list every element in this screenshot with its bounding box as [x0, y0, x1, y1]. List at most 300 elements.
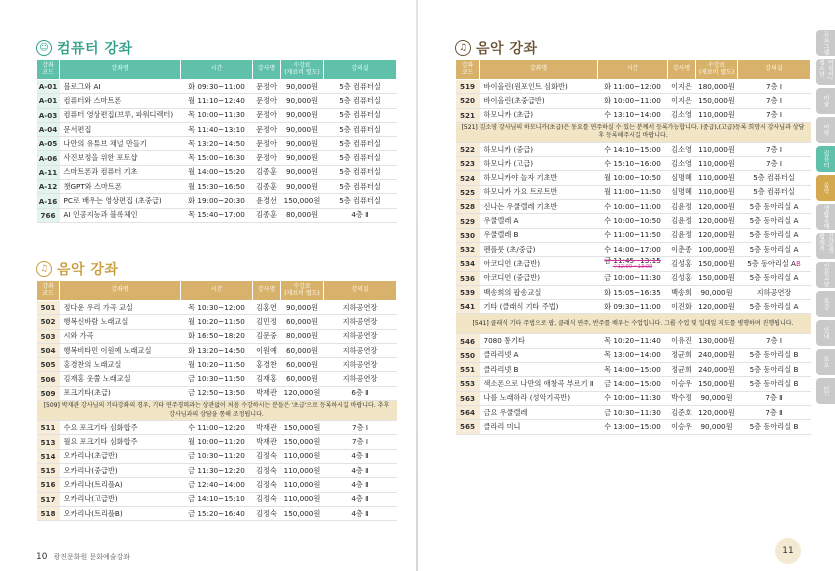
course-name-cell: 사진보정을 위한 포토샵: [60, 151, 181, 165]
instructor-cell: 심명혜: [668, 185, 696, 199]
classroom-cell: 5층 동아리실 A: [738, 300, 811, 314]
instructor-cell: 김재홍: [253, 372, 281, 386]
course-code-cell: 523: [456, 157, 480, 171]
course-time-cell: 목 10:30~12:00: [181, 301, 253, 315]
course-name-cell: 우쿨렐레 A: [480, 214, 598, 228]
classroom-cell: 4층 Ⅱ: [324, 208, 397, 222]
fee-cell: 60,000원: [281, 343, 324, 357]
header-course-name: 강좌명: [60, 60, 181, 80]
course-code-cell: 534: [456, 257, 480, 271]
classroom-cell: 4층 Ⅱ: [324, 492, 397, 506]
instructor-cell: 이춘종: [668, 242, 696, 256]
course-code-cell: A-06: [37, 151, 60, 165]
course-time-cell: 수 11:00~11:50: [598, 228, 668, 242]
classroom-cell: 5층 컴퓨터실: [738, 185, 811, 199]
fee-cell: 150,000원: [696, 271, 738, 285]
classroom-cell: 지하공연장: [324, 358, 397, 372]
fee-cell: 90,000원: [281, 108, 324, 122]
instructor-cell: 이지은: [668, 80, 696, 94]
tab-6[interactable]: 생활공예: [816, 204, 835, 230]
instructor-cell: 이지은: [668, 94, 696, 108]
instructor-cell: 이원예: [253, 343, 281, 357]
left-footer: [36, 552, 130, 562]
course-name-cell: 김재홍 웃쭐 노래교실: [60, 372, 181, 386]
course-code-cell: 521: [456, 108, 480, 122]
table-row: [456, 300, 811, 314]
course-code-cell: A-01: [37, 94, 60, 108]
instructor-cell: 김정숙: [253, 492, 281, 506]
course-time-cell: 목 10:00~11:30: [181, 108, 253, 122]
course-time-cell: 화 13:20~14:50: [181, 343, 253, 357]
course-code-cell: A-05: [37, 137, 60, 151]
instructor-cell: 박수정: [668, 391, 696, 405]
table-row: [456, 185, 811, 199]
classroom-cell: 5층 컴퓨터실: [324, 194, 397, 208]
classroom-cell: 5층 컴퓨터실: [324, 122, 397, 136]
instructor-cell: 문정아: [253, 151, 281, 165]
fee-cell: 120,000원: [281, 386, 324, 400]
course-code-cell: 563: [456, 391, 480, 405]
handwritten-time-note: 수12:00 ~13:00: [612, 264, 653, 271]
fee-cell: 110,000원: [281, 492, 324, 506]
course-code-cell: 551: [456, 363, 480, 377]
course-time-cell: 금 11:45~13:15 수12:00 ~13:00: [598, 257, 668, 271]
fee-cell: 150,000원: [281, 506, 324, 520]
instructor-cell: 문정아: [253, 122, 281, 136]
header-course-time: 시간: [598, 60, 668, 80]
classroom-cell: 4층 Ⅱ: [324, 463, 397, 477]
instructor-cell: 김성홍: [668, 257, 696, 271]
header-course-code: 강좌 코드: [456, 60, 480, 80]
instructor-cell: 김정숙: [253, 449, 281, 463]
instructor-cell: 김윤정: [668, 214, 696, 228]
classroom-cell: 5층 동아리실 B: [738, 348, 811, 362]
classroom-cell: 5층 컴퓨터실: [324, 80, 397, 94]
table-row: [37, 449, 397, 463]
table-row: [37, 108, 397, 122]
instructor-cell: 김종훈: [253, 208, 281, 222]
table-row: [456, 257, 811, 271]
course-name-cell: 수요 포크기타 심화합주: [60, 421, 181, 435]
tab-0[interactable]: 프로그램: [816, 30, 835, 56]
course-code-cell: 514: [37, 449, 60, 463]
course-name-cell: 아코디언 (중급반): [480, 271, 598, 285]
fee-cell: 110,000원: [281, 478, 324, 492]
classroom-cell: 지하공연장: [324, 329, 397, 343]
table-row: [37, 463, 397, 477]
fee-cell: 180,000원: [696, 80, 738, 94]
course-name-cell: 월요 포크기타 심화합주: [60, 435, 181, 449]
table-row: [456, 271, 811, 285]
header-course-time: 시간: [181, 60, 253, 80]
course-code-cell: 506: [37, 372, 60, 386]
course-time-cell: 월 10:00~11:20: [181, 435, 253, 449]
fee-cell: 110,000원: [696, 108, 738, 122]
classroom-cell: 지하공연장: [738, 285, 811, 299]
notice-text: [521] 김소영 강사님의 하모니카(초급)은 동요를 연주하실 수 있는 분께서 등록가능합니다. (중급),(고급)등록 희망시 강사님과 상담후 등록해주시길 바랍니다.: [456, 122, 811, 142]
instructor-cell: 정균희: [668, 363, 696, 377]
course-time-cell: 목 10:20~11:40: [598, 334, 668, 348]
tab-10[interactable]: 안내: [816, 320, 835, 346]
classroom-cell: 5층 동아리실 A: [738, 242, 811, 256]
tab-7[interactable]: 건강/생활레저: [816, 233, 835, 259]
course-code-cell: 530: [456, 228, 480, 242]
table-row: [37, 208, 397, 222]
course-name-cell: 나를 노래하라 (성악기곡반): [480, 391, 598, 405]
classroom-cell: 5층 컴퓨터실: [324, 151, 397, 165]
tab-12[interactable]: 1인: [816, 378, 835, 404]
table-row: [37, 506, 397, 520]
classroom-cell: 5층 동아리실 A: [738, 228, 811, 242]
classroom-cell: 7층 Ⅰ: [324, 435, 397, 449]
table-row: [456, 405, 811, 419]
course-code-cell: 553: [456, 377, 480, 391]
fee-cell: 150,000원: [281, 435, 324, 449]
course-time-cell: 수 11:00~12:20: [181, 421, 253, 435]
table-row: [456, 80, 811, 94]
notice-row: [37, 401, 397, 421]
table-row: [37, 421, 397, 435]
fee-cell: 60,000원: [281, 358, 324, 372]
instructor-cell: 김홍연: [253, 301, 281, 315]
handwritten-room-note: B: [795, 259, 801, 268]
course-code-cell: A-04: [37, 122, 60, 136]
table-row: [37, 478, 397, 492]
music-course-table-right: [455, 59, 811, 435]
course-time-cell: 화 09:30~11:00: [598, 300, 668, 314]
instructor-cell: 윤경선: [253, 194, 281, 208]
course-name-cell: 오카리나(중급반): [60, 463, 181, 477]
course-time-cell: 수 14:10~15:00: [598, 142, 668, 156]
course-name-cell: 펜플룻 (초/중급): [480, 242, 598, 256]
course-time-cell: 목 15:00~16:30: [181, 151, 253, 165]
header-course-name: 강좌명: [60, 281, 181, 301]
table-row: [456, 242, 811, 256]
header-fee: 수강료 (재료비 별도): [696, 60, 738, 80]
course-time-cell: 목 14:00~15:00: [598, 363, 668, 377]
course-name-cell: 컴퓨터 영상편집(브루, 파워디렉터): [60, 108, 181, 122]
course-time-cell: 수 10:00~11:00: [598, 200, 668, 214]
tab-2[interactable]: 미술: [816, 88, 835, 114]
course-code-cell: 511: [37, 421, 60, 435]
table-row: [37, 372, 397, 386]
course-time-cell: 화 15:05~16:35: [598, 285, 668, 299]
instructor-cell: 이승우: [668, 377, 696, 391]
course-code-cell: 524: [456, 171, 480, 185]
classroom-cell: 지하공연장: [324, 343, 397, 357]
course-code-cell: 550: [456, 348, 480, 362]
fee-cell: 110,000원: [281, 449, 324, 463]
computer-course-table: [36, 59, 397, 223]
course-name-cell: 오카리나(고급반): [60, 492, 181, 506]
classroom-cell: 5층 컴퓨터실: [324, 137, 397, 151]
course-time-cell: 수 10:00~11:30: [598, 391, 668, 405]
fee-cell: 90,000원: [281, 137, 324, 151]
table-row: [456, 108, 811, 122]
course-time-cell: 화 16:50~18:20: [181, 329, 253, 343]
course-time-cell: 금 12:50~13:50: [181, 386, 253, 400]
classroom-cell: 7층 Ⅰ: [324, 421, 397, 435]
instructor-cell: 김정숙: [253, 463, 281, 477]
classroom-cell: 5층 동아리실 A: [738, 271, 811, 285]
course-name-cell: 시와 가곡: [60, 329, 181, 343]
instructor-cell: 김민정: [253, 315, 281, 329]
fee-cell: 150,000원: [281, 421, 324, 435]
instructor-cell: 김소영: [668, 108, 696, 122]
course-name-cell: 챗GPT와 스마트폰: [60, 180, 181, 194]
course-name-cell: 클라리넷 A: [480, 348, 598, 362]
instructor-cell: 김소영: [668, 142, 696, 156]
header-fee: 수강료 (재료비 별도): [281, 281, 324, 301]
fee-cell: 60,000원: [281, 372, 324, 386]
course-time-cell: 금 12:40~14:00: [181, 478, 253, 492]
fee-cell: 240,000원: [696, 348, 738, 362]
fee-cell: 100,000원: [696, 242, 738, 256]
table-row: [37, 386, 397, 400]
classroom-cell: 7층 Ⅰ: [738, 334, 811, 348]
instructor-cell: 이승우: [668, 420, 696, 434]
tab-9[interactable]: 특강: [816, 291, 835, 317]
course-name-cell: 기타 (클래식 기타 주법): [480, 300, 598, 314]
course-name-cell: 하모니카 (고급): [480, 157, 598, 171]
tab-11[interactable]: 토요: [816, 349, 835, 375]
course-time-cell: 월 15:30~16:50: [181, 180, 253, 194]
course-code-cell: 529: [456, 214, 480, 228]
fee-cell: 90,000원: [696, 391, 738, 405]
table-row: [456, 420, 811, 434]
course-code-cell: 502: [37, 315, 60, 329]
course-code-cell: A-03: [37, 108, 60, 122]
instructor-cell: 김종훈: [253, 165, 281, 179]
instructor-cell: 김정숙: [253, 478, 281, 492]
course-code-cell: 517: [37, 492, 60, 506]
music-section-title: ♫ 음악 강좌: [36, 259, 118, 279]
classroom-cell: 6층 Ⅱ: [324, 386, 397, 400]
course-code-cell: 518: [37, 506, 60, 520]
classroom-cell: 지하공연장: [324, 315, 397, 329]
classroom-cell: 7층 Ⅰ: [738, 80, 811, 94]
course-code-cell: 565: [456, 420, 480, 434]
classroom-cell: 7층 Ⅱ: [738, 391, 811, 405]
course-code-cell: 528: [456, 200, 480, 214]
course-name-cell: 포크기타(초급): [60, 386, 181, 400]
course-name-cell: 하모니카 가요 트로트반: [480, 185, 598, 199]
course-code-cell: 546: [456, 334, 480, 348]
course-code-cell: 539: [456, 285, 480, 299]
course-time-cell: 목 11:40~13:10: [181, 122, 253, 136]
course-code-cell: 513: [37, 435, 60, 449]
course-name-cell: 행복비타민 이원예 노래교실: [60, 343, 181, 357]
instructor-cell: 정균희: [668, 348, 696, 362]
fee-cell: 90,000원: [281, 122, 324, 136]
table-row: [456, 377, 811, 391]
course-time-cell: 화 19:00~20:30: [181, 194, 253, 208]
table-row: [37, 94, 397, 108]
course-name-cell: 나만의 유튜브 채널 만들기: [60, 137, 181, 151]
course-code-cell: 564: [456, 405, 480, 419]
music-note-icon: ♫: [455, 40, 471, 56]
classroom-cell: 7층 Ⅰ: [738, 94, 811, 108]
table-row: [37, 315, 397, 329]
fee-cell: 120,000원: [696, 214, 738, 228]
table-row: [456, 391, 811, 405]
course-code-cell: 501: [37, 301, 60, 315]
course-time-cell: 화 11:00~12:00: [598, 80, 668, 94]
classroom-cell: 4층 Ⅱ: [324, 506, 397, 520]
header-course-time: 시간: [181, 281, 253, 301]
tab-1[interactable]: 어린이/청소년: [816, 59, 835, 85]
classroom-cell: 지하공연장: [324, 301, 397, 315]
table-row: [456, 142, 811, 156]
course-code-cell: A-16: [37, 194, 60, 208]
instructor-cell: 문정아: [253, 108, 281, 122]
fee-cell: 110,000원: [696, 185, 738, 199]
course-code-cell: 766: [37, 208, 60, 222]
course-name-cell: 하모니카야 놀자 기초반: [480, 171, 598, 185]
table-row: [37, 358, 397, 372]
course-time-cell: 월 11:10~12:40: [181, 94, 253, 108]
instructor-cell: 김종훈: [253, 180, 281, 194]
course-name-cell: PC로 배우는 영상편집 (초중급): [60, 194, 181, 208]
classroom-cell: 5층 동아리실 A: [738, 214, 811, 228]
course-name-cell: 컴퓨터와 스마트폰: [60, 94, 181, 108]
left-page: [0, 0, 417, 571]
table-row: [37, 122, 397, 136]
instructor-cell: 박재관: [253, 386, 281, 400]
tab-3[interactable]: 어학: [816, 117, 835, 143]
course-name-cell: 블로그와 AI: [60, 80, 181, 94]
table-row: [456, 285, 811, 299]
course-time-cell: 화 09:30~11:00: [181, 80, 253, 94]
course-code-cell: 536: [456, 271, 480, 285]
course-time-cell: 월 10:20~11:50: [181, 358, 253, 372]
course-name-cell: 백송희의 팝송교실: [480, 285, 598, 299]
course-code-cell: 505: [37, 358, 60, 372]
table-row: [37, 180, 397, 194]
fee-cell: 90,000원: [696, 420, 738, 434]
course-code-cell: 522: [456, 142, 480, 156]
header-fee: 수강료 (재료비 별도): [281, 60, 324, 80]
tab-8[interactable]: 인문교양: [816, 262, 835, 288]
table-row: [456, 200, 811, 214]
course-name-cell: 오카리나(트리플A): [60, 478, 181, 492]
table-row: [456, 334, 811, 348]
notice-row: [456, 122, 811, 142]
course-name-cell: 클라리넷 B: [480, 363, 598, 377]
fee-cell: 150,000원: [696, 377, 738, 391]
course-time-cell: 수 10:00~10:50: [598, 214, 668, 228]
course-name-cell: 문서편집: [60, 122, 181, 136]
fee-cell: 110,000원: [281, 463, 324, 477]
table-row: [456, 228, 811, 242]
fee-cell: 110,000원: [696, 157, 738, 171]
classroom-cell: 7층 Ⅰ: [738, 142, 811, 156]
fee-cell: 90,000원: [696, 285, 738, 299]
course-code-cell: 503: [37, 329, 60, 343]
table-row: [456, 171, 811, 185]
table-row: [456, 157, 811, 171]
footer-text: 광진문화원 문화예술강좌: [53, 553, 131, 561]
course-time-cell: 금 14:00~15:00: [598, 377, 668, 391]
instructor-cell: 김성홍: [668, 271, 696, 285]
fee-cell: 60,000원: [281, 315, 324, 329]
course-code-cell: 520: [456, 94, 480, 108]
fee-cell: 130,000원: [696, 334, 738, 348]
table-row: [37, 329, 397, 343]
table-row: [37, 165, 397, 179]
classroom-cell: 5층 컴퓨터실: [738, 171, 811, 185]
instructor-cell: 김윤정: [668, 228, 696, 242]
header-instructor: 강사명: [253, 60, 281, 80]
instructor-cell: 문정아: [253, 80, 281, 94]
page-number-badge: 11: [775, 538, 801, 564]
tab-5[interactable]: 음악: [816, 175, 835, 201]
table-row: [37, 151, 397, 165]
table-header: [37, 281, 397, 301]
classroom-cell: 4층 Ⅱ: [324, 449, 397, 463]
instructor-cell: 문정아: [253, 94, 281, 108]
classroom-cell: 7층 Ⅰ: [738, 157, 811, 171]
classroom-cell: 5층 컴퓨터실: [324, 165, 397, 179]
course-time-cell: 금 14:10~15:10: [181, 492, 253, 506]
course-time-cell: 금 10:30~11:50: [181, 372, 253, 386]
course-name-cell: 오카리나(트리플B): [60, 506, 181, 520]
page-number: 10: [36, 552, 48, 562]
course-name-cell: 색소폰으로 나만의 애창곡 부르기 Ⅱ: [480, 377, 598, 391]
course-code-cell: 541: [456, 300, 480, 314]
table-row: [456, 214, 811, 228]
table-row: [37, 301, 397, 315]
classroom-cell: 5층 동아리실 B: [738, 377, 811, 391]
course-code-cell: 504: [37, 343, 60, 357]
course-name-cell: 바이올린(초중급반): [480, 94, 598, 108]
course-code-cell: 515: [37, 463, 60, 477]
header-classroom: 강의실: [324, 60, 397, 80]
course-code-cell: A-11: [37, 165, 60, 179]
course-time-cell: 목 15:40~17:00: [181, 208, 253, 222]
course-time-cell: 금 11:30~12:20: [181, 463, 253, 477]
instructor-cell: 박재관: [253, 435, 281, 449]
course-time-cell: 수 14:00~17:00: [598, 242, 668, 256]
table-row: [456, 348, 811, 362]
table-row: [37, 435, 397, 449]
course-code-cell: 516: [37, 478, 60, 492]
header-instructor: 강사명: [253, 281, 281, 301]
table-row: [37, 80, 397, 94]
fee-cell: 80,000원: [281, 329, 324, 343]
fee-cell: 90,000원: [281, 165, 324, 179]
course-time-cell: 수 15:10~16:00: [598, 157, 668, 171]
course-code-cell: A-01: [37, 80, 60, 94]
instructor-cell: 김윤정: [668, 200, 696, 214]
classroom-cell: 5층 컴퓨터실: [324, 108, 397, 122]
course-time-cell: 금 10:30~11:30: [598, 405, 668, 419]
classroom-cell: 5층 컴퓨터실: [324, 180, 397, 194]
course-code-cell: 532: [456, 242, 480, 256]
table-row: [37, 194, 397, 208]
course-code-cell: 509: [37, 386, 60, 400]
tab-4[interactable]: 컴퓨터: [816, 146, 835, 172]
course-time-cell: 화 10:00~11:00: [598, 94, 668, 108]
music-section-title: ♫ 음악 강좌: [455, 38, 537, 58]
fee-cell: 150,000원: [696, 257, 738, 271]
classroom-cell: 5층 동아리실 B: [738, 363, 811, 377]
course-time-cell: 목 13:00~14:00: [598, 348, 668, 362]
instructor-cell: 김문중: [253, 329, 281, 343]
course-name-cell: 아코디언 (초급반): [480, 257, 598, 271]
header-course-name: 강좌명: [480, 60, 598, 80]
classroom-cell: 5층 동아리실 B: [738, 420, 811, 434]
